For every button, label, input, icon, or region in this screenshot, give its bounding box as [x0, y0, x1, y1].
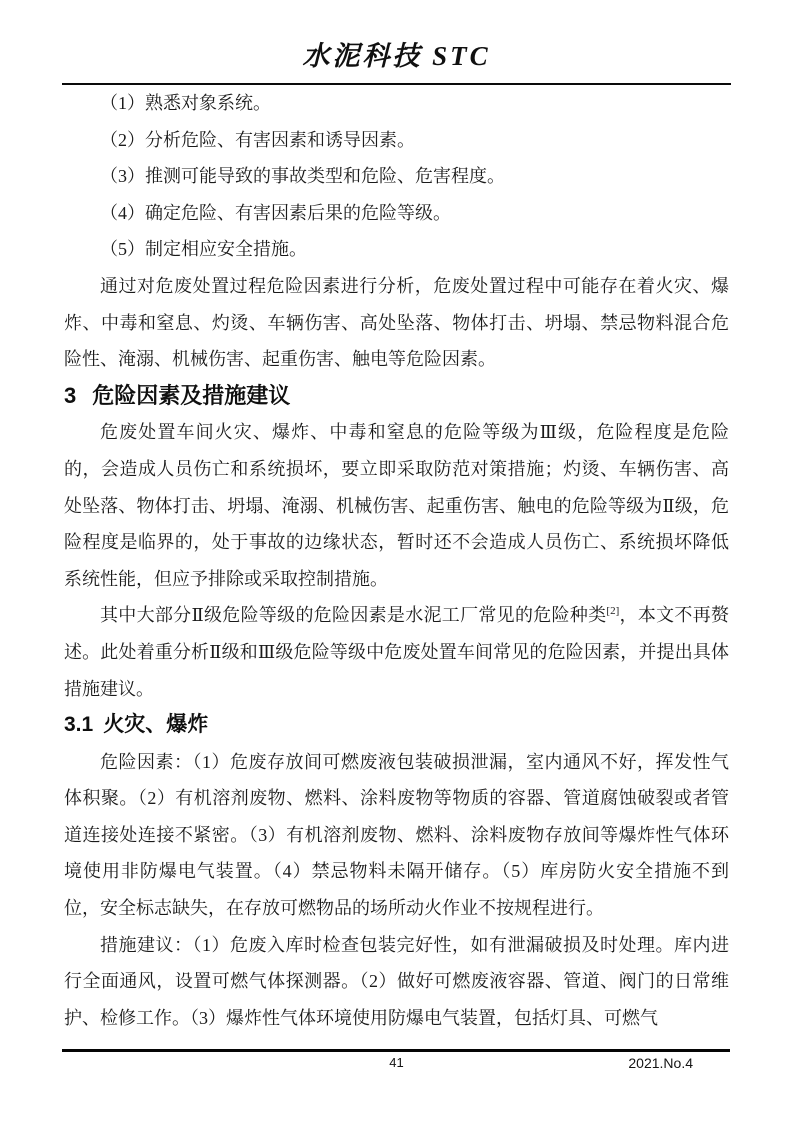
- paragraph-text-before-citation: 其中大部分Ⅱ级危险等级的危险因素是水泥工厂常见的危险种类: [100, 605, 607, 626]
- footer-rule: [62, 1049, 730, 1052]
- summary-paragraph: 通过对危废处置过程危险因素进行分析，危废处置过程中可能存在着火灾、爆炸、中毒和窒息、灼烫、车辆伤害、高处坠落、物体打击、坍塌、禁忌物料混合危险性、淹溺、机械伤害、起重伤害、触电等危险因素。: [64, 275, 729, 370]
- step-list-item-4: （4）确定危险、有害因素后果的危险等级。: [100, 202, 451, 223]
- section-3-1-number: 3.1: [64, 713, 94, 737]
- citation-ref: [2]: [606, 605, 620, 618]
- step-list-item-5: （5）制定相应安全措施。: [100, 239, 307, 260]
- journal-title: 水泥科技 STC: [302, 41, 491, 71]
- risk-grade-paragraph: 危废处置车间火灾、爆炸、中毒和窒息的危险等级为Ⅲ级，危险程度是危险的，会造成人员伤亡和系统损坏，要立即采取防范对策措施；灼烫、车辆伤害、高处坠落、物体打击、坍塌、淹溺、机械伤害、起重伤害、触电的危险等级为Ⅱ级，危险程度是临界的，处于事故的边缘状态，暂时还不会造成人员伤亡、系统损坏降低系统性能，但应予排除或采取控制措施。: [64, 422, 729, 589]
- page-content: [64, 85, 729, 1047]
- page-header: [0, 0, 793, 85]
- step-list-item-3: （3）推测可能导致的事故类型和危险、危害程度。: [100, 166, 505, 187]
- measures-paragraph: 措施建议：（1）危废入库时检查包装完好性，如有泄漏破损及时处理。库内进行全面通风，设置可燃气体探测器。（2）做好可燃废液容器、管道、阀门的日常维护、检修工作。（3）爆炸性气体环境使用防爆电气装置，包括灯具、可燃气: [64, 934, 729, 1028]
- page-number: 41: [389, 1055, 404, 1070]
- paragraph-text-after-citation: ，本文不再赘述。此处着重分析Ⅱ级和Ⅲ级危险等级中危废处置车间常见的危险因素，并提出具体措施建议。: [64, 605, 729, 699]
- issue-label: 2021.No.4: [628, 1055, 693, 1071]
- section-3-number: 3: [64, 382, 77, 408]
- section-3-heading: [64, 378, 729, 415]
- step-list-item-2: （2）分析危险、有害因素和诱导因素。: [100, 129, 415, 150]
- footer-row: [64, 1055, 729, 1073]
- step-list-item-1: （1）熟悉对象系统。: [100, 93, 271, 113]
- section-3-1-title: 火灾、爆炸: [103, 713, 209, 737]
- section-3-title: 危险因素及措施建议: [92, 382, 291, 408]
- hazard-factors-paragraph: 危险因素：（1）危废存放间可燃废液包装破损泄漏，室内通风不好，挥发性气体积聚。（2）有机溶剂废物、燃料、涂料废物等物质的容器、管道腐蚀破裂或者管道连接处连接不紧密。（3）有机溶剂废物、燃料、涂料废物存放间等爆炸性气体环境使用非防爆电气装置。（4）禁忌物料未隔开储存。（5）库房防火安全措施不到位，安全标志缺失，在存放可燃物品的场所动火作业不按规程进行。: [64, 751, 729, 919]
- section-3-1-heading: [64, 707, 729, 744]
- analysis-scope-paragraph: [64, 597, 729, 707]
